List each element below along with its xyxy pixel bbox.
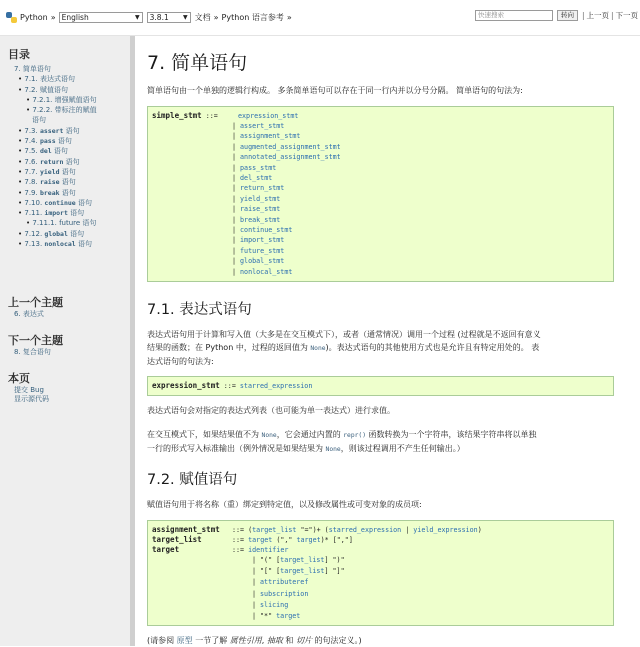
grammar-alternative-row: | yield_stmt xyxy=(232,194,281,203)
section-heading-7-1: 7.1. 表达式语句 xyxy=(147,302,252,318)
prev-topic xyxy=(8,294,63,319)
toc-title: 目录 xyxy=(8,48,30,61)
language-reference-link[interactable]: Python 语言参考 xyxy=(221,12,284,22)
show-source-link[interactable]: 显示源代码 xyxy=(14,395,49,403)
grammar-token-link[interactable]: future_stmt xyxy=(240,246,285,255)
grammar-token-link[interactable]: import_stmt xyxy=(240,236,285,245)
toc-item[interactable]: • 7.13. nonlocal 语句 xyxy=(14,239,128,249)
interactive-mode-paragraph: 在交互模式下，如果结果值不为 None，它会通过内置的 repr() 函数转换为一个字符串，该结果字符串将以单独 一行的形式写入标准输出（例外情况是如果结果为 None，则该过程调用不产生任何输出。） xyxy=(147,430,537,453)
docs-link[interactable]: 文档 xyxy=(194,12,211,22)
grammar-token-link[interactable]: subscription xyxy=(260,589,309,598)
chevron-down-icon: ▼ xyxy=(135,13,140,21)
grammar-token-link[interactable]: yield_stmt xyxy=(240,194,281,203)
toc-item[interactable]: • 7.2.1. 增强赋值语句 xyxy=(14,95,128,105)
grammar-expression-stmt: expression_stmt ::= starred_expression xyxy=(147,376,614,396)
grammar-token-link[interactable]: raise_stmt xyxy=(240,205,281,214)
grammar-alternative-row: | assert_stmt xyxy=(232,122,285,130)
grammar-token-link[interactable]: slicing xyxy=(260,600,289,609)
go-button[interactable]: 转向 xyxy=(557,10,578,21)
next-topic-link[interactable]: 8. 复合语句 xyxy=(14,348,51,356)
next-topic xyxy=(8,332,63,357)
toc-item[interactable]: • 7.2.2. 带标注的赋值 xyxy=(14,105,128,115)
grammar-token-link[interactable]: identifier xyxy=(248,546,289,554)
grammar-token-link[interactable]: target_list xyxy=(280,567,325,576)
next-page-link[interactable]: 下一页 xyxy=(615,11,638,20)
toc-item[interactable]: • 7.2. 赋值语句 xyxy=(14,85,128,95)
toc-item[interactable]: • 7.11.1. future 语句 xyxy=(14,218,128,228)
search-input[interactable]: 快速搜索 xyxy=(475,10,553,21)
quick-search: 快速搜索 转向 | 上一页 | 下一页 xyxy=(475,10,640,21)
report-bug-link[interactable]: 提交 Bug xyxy=(14,386,44,394)
intro-paragraph: 简单语句由一个单独的逻辑行构成。 多条简单语句可以存在于同一行内并以分号分隔。 简单语句的句法为: xyxy=(147,86,523,95)
grammar-alternative-row: | continue_stmt xyxy=(232,226,293,234)
grammar-alternative-row: | subscription xyxy=(252,589,309,598)
section-heading-7-2: 7.2. 赋值语句 xyxy=(147,472,238,488)
grammar-alternative-row: | assignment_stmt xyxy=(232,132,301,141)
assignment-paragraph: 赋值语句用于将名称（重）绑定到特定值，以及修改属性或可变对象的成员项: xyxy=(147,500,422,509)
grammar-token-link[interactable]: break_stmt xyxy=(240,215,281,224)
grammar-alternative-row: | augmented_assignment_stmt xyxy=(232,142,341,151)
python-home-link[interactable]: Python xyxy=(20,12,48,22)
page-title: 7. 简单语句 xyxy=(147,52,248,74)
toc-item[interactable]: • 7.4. pass 语句 xyxy=(14,136,128,146)
expression-stmt-paragraph: 表达式语句用于计算和写入值（大多是在交互模式下），或者（通常情况）调用一个过程 (过程就是不返回有意义 结果的函数；在 Python 中，过程的返回值为 None)。表达式语句的其他使用方式也是允许且有特定用处的。 表 达式语句的句法为: xyxy=(147,330,541,366)
next-topic-title: 下一个主题 xyxy=(8,334,63,347)
this-page xyxy=(8,370,49,404)
prev-page-link[interactable]: 上一页 xyxy=(586,11,609,20)
grammar-alternative-row: | nonlocal_stmt xyxy=(232,267,293,276)
grammar-token-link[interactable]: target xyxy=(296,536,321,544)
toc-item[interactable]: • 7.8. raise 语句 xyxy=(14,177,128,187)
toc-item[interactable]: • 7.5. del 语句 xyxy=(14,146,128,156)
toc-item[interactable]: • 7.1. 表达式语句 xyxy=(14,74,128,84)
grammar-token-link[interactable]: augmented_assignment_stmt xyxy=(240,142,341,151)
grammar-token-link[interactable]: return_stmt xyxy=(240,184,285,193)
grammar-token-link[interactable]: target xyxy=(276,612,301,620)
grammar-alternative-row: | attributeref xyxy=(252,578,309,587)
grammar-alternative-row: | del_stmt xyxy=(232,174,273,182)
toc-item[interactable]: 7. 简单语句 xyxy=(14,65,51,73)
grammar-token-link[interactable]: global_stmt xyxy=(240,257,285,266)
breadcrumb-separator: » xyxy=(286,12,292,22)
grammar-alternative-row: | import_stmt xyxy=(232,236,285,245)
grammar-token-link[interactable]: expression_stmt xyxy=(238,112,299,120)
toc-item[interactable]: • 7.9. break 语句 xyxy=(14,188,128,198)
grammar-alternative-row: | "[" [target_list] "]" xyxy=(252,567,345,576)
grammar-token-link[interactable]: del_stmt xyxy=(240,174,273,182)
grammar-token-link[interactable]: annotated_assignment_stmt xyxy=(240,153,341,162)
grammar-token-link[interactable]: pass_stmt xyxy=(240,163,277,172)
breadcrumb-separator: » xyxy=(50,12,56,22)
toc-item[interactable]: • 7.12. global 语句 xyxy=(14,229,128,239)
grammar-alternative-row: | global_stmt xyxy=(232,257,285,266)
grammar-token-link[interactable]: target xyxy=(248,536,273,544)
grammar-token-link[interactable]: continue_stmt xyxy=(240,226,293,234)
grammar-simple-stmt: simple_stmt ::= expression_stmt | assert_stmt | assignment_stmt | augmented_assignment_stmt | annotated_assignment_stmt | pass_stmt | del_stmt | return_stmt | yield_stmt | raise_stmt | break_stmt | continue_stmt | import_stmt | future_stmt | global_stmt | nonlocal_stmt xyxy=(147,106,614,282)
eval-paragraph: 表达式语句会对指定的表达式列表（也可能为单一表达式）进行求值。 xyxy=(147,406,395,415)
grammar-alternative-row: | "*" target xyxy=(252,612,301,620)
grammar-assignment-stmt: assignment_stmt ::= (target_list "=")+ (starred_expression | yield_expression) target_list ::= target ("," target)* [","] target ::= identifier | "(" [target_list] ")" | "[" [target_list] "]" | attributeref | subscription | slicing | "*" target xyxy=(147,520,614,626)
chevron-down-icon: ▼ xyxy=(183,13,188,21)
grammar-alternative-row: | raise_stmt xyxy=(232,205,281,214)
this-page-title: 本页 xyxy=(8,372,30,385)
primaries-link[interactable]: 原型 xyxy=(176,636,193,645)
python-logo-icon xyxy=(6,12,17,23)
grammar-alternative-row: | pass_stmt xyxy=(232,163,277,172)
grammar-token-link[interactable]: yield_expression xyxy=(413,526,478,534)
main-content xyxy=(135,36,640,646)
grammar-token-link[interactable]: target_list xyxy=(280,556,325,564)
prev-topic-link[interactable]: 6. 表达式 xyxy=(14,310,44,318)
grammar-token-link[interactable]: starred_expression xyxy=(328,526,402,534)
toc-item[interactable]: 语句 xyxy=(32,116,46,125)
grammar-alternative-row: | break_stmt xyxy=(232,215,281,224)
toc-item[interactable]: • 7.11. import 语句 xyxy=(14,208,128,218)
toc-item[interactable]: • 7.6. return 语句 xyxy=(14,157,128,167)
repr-link[interactable]: repr() xyxy=(343,432,367,439)
version-select[interactable]: 3.8.1 ▼ xyxy=(147,12,191,23)
toc-item[interactable]: • 7.10. continue 语句 xyxy=(14,198,128,208)
grammar-token-link[interactable]: assignment_stmt xyxy=(240,132,301,141)
grammar-token-link[interactable]: starred_expression xyxy=(239,382,313,390)
breadcrumb-separator: » xyxy=(213,12,219,22)
toc-item[interactable]: • 7.3. assert 语句 xyxy=(14,126,128,136)
prev-topic-title: 上一个主题 xyxy=(8,296,63,309)
grammar-alternative-row: | annotated_assignment_stmt xyxy=(232,153,341,162)
language-select[interactable]: English ▼ xyxy=(59,12,143,23)
top-navigation xyxy=(0,0,640,36)
grammar-alternative-row: | future_stmt xyxy=(232,246,285,255)
grammar-token-link[interactable]: assert_stmt xyxy=(240,122,285,130)
grammar-alternative-row: | return_stmt xyxy=(232,184,285,193)
table-of-contents xyxy=(14,64,128,249)
see-also-paragraph: (请参阅 原型 一节了解 属性引用, 抽取 和 切片 的句法定义。) xyxy=(147,636,362,645)
toc-item[interactable]: • 7.7. yield 语句 xyxy=(14,167,128,177)
grammar-alternative-row: | "(" [target_list] ")" xyxy=(252,556,345,564)
grammar-token-link[interactable]: target_list xyxy=(252,526,297,534)
sidebar xyxy=(0,36,130,646)
grammar-token-link[interactable]: nonlocal_stmt xyxy=(240,267,293,276)
grammar-alternative-row: | slicing xyxy=(252,600,289,609)
grammar-token-link[interactable]: attributeref xyxy=(260,578,309,587)
